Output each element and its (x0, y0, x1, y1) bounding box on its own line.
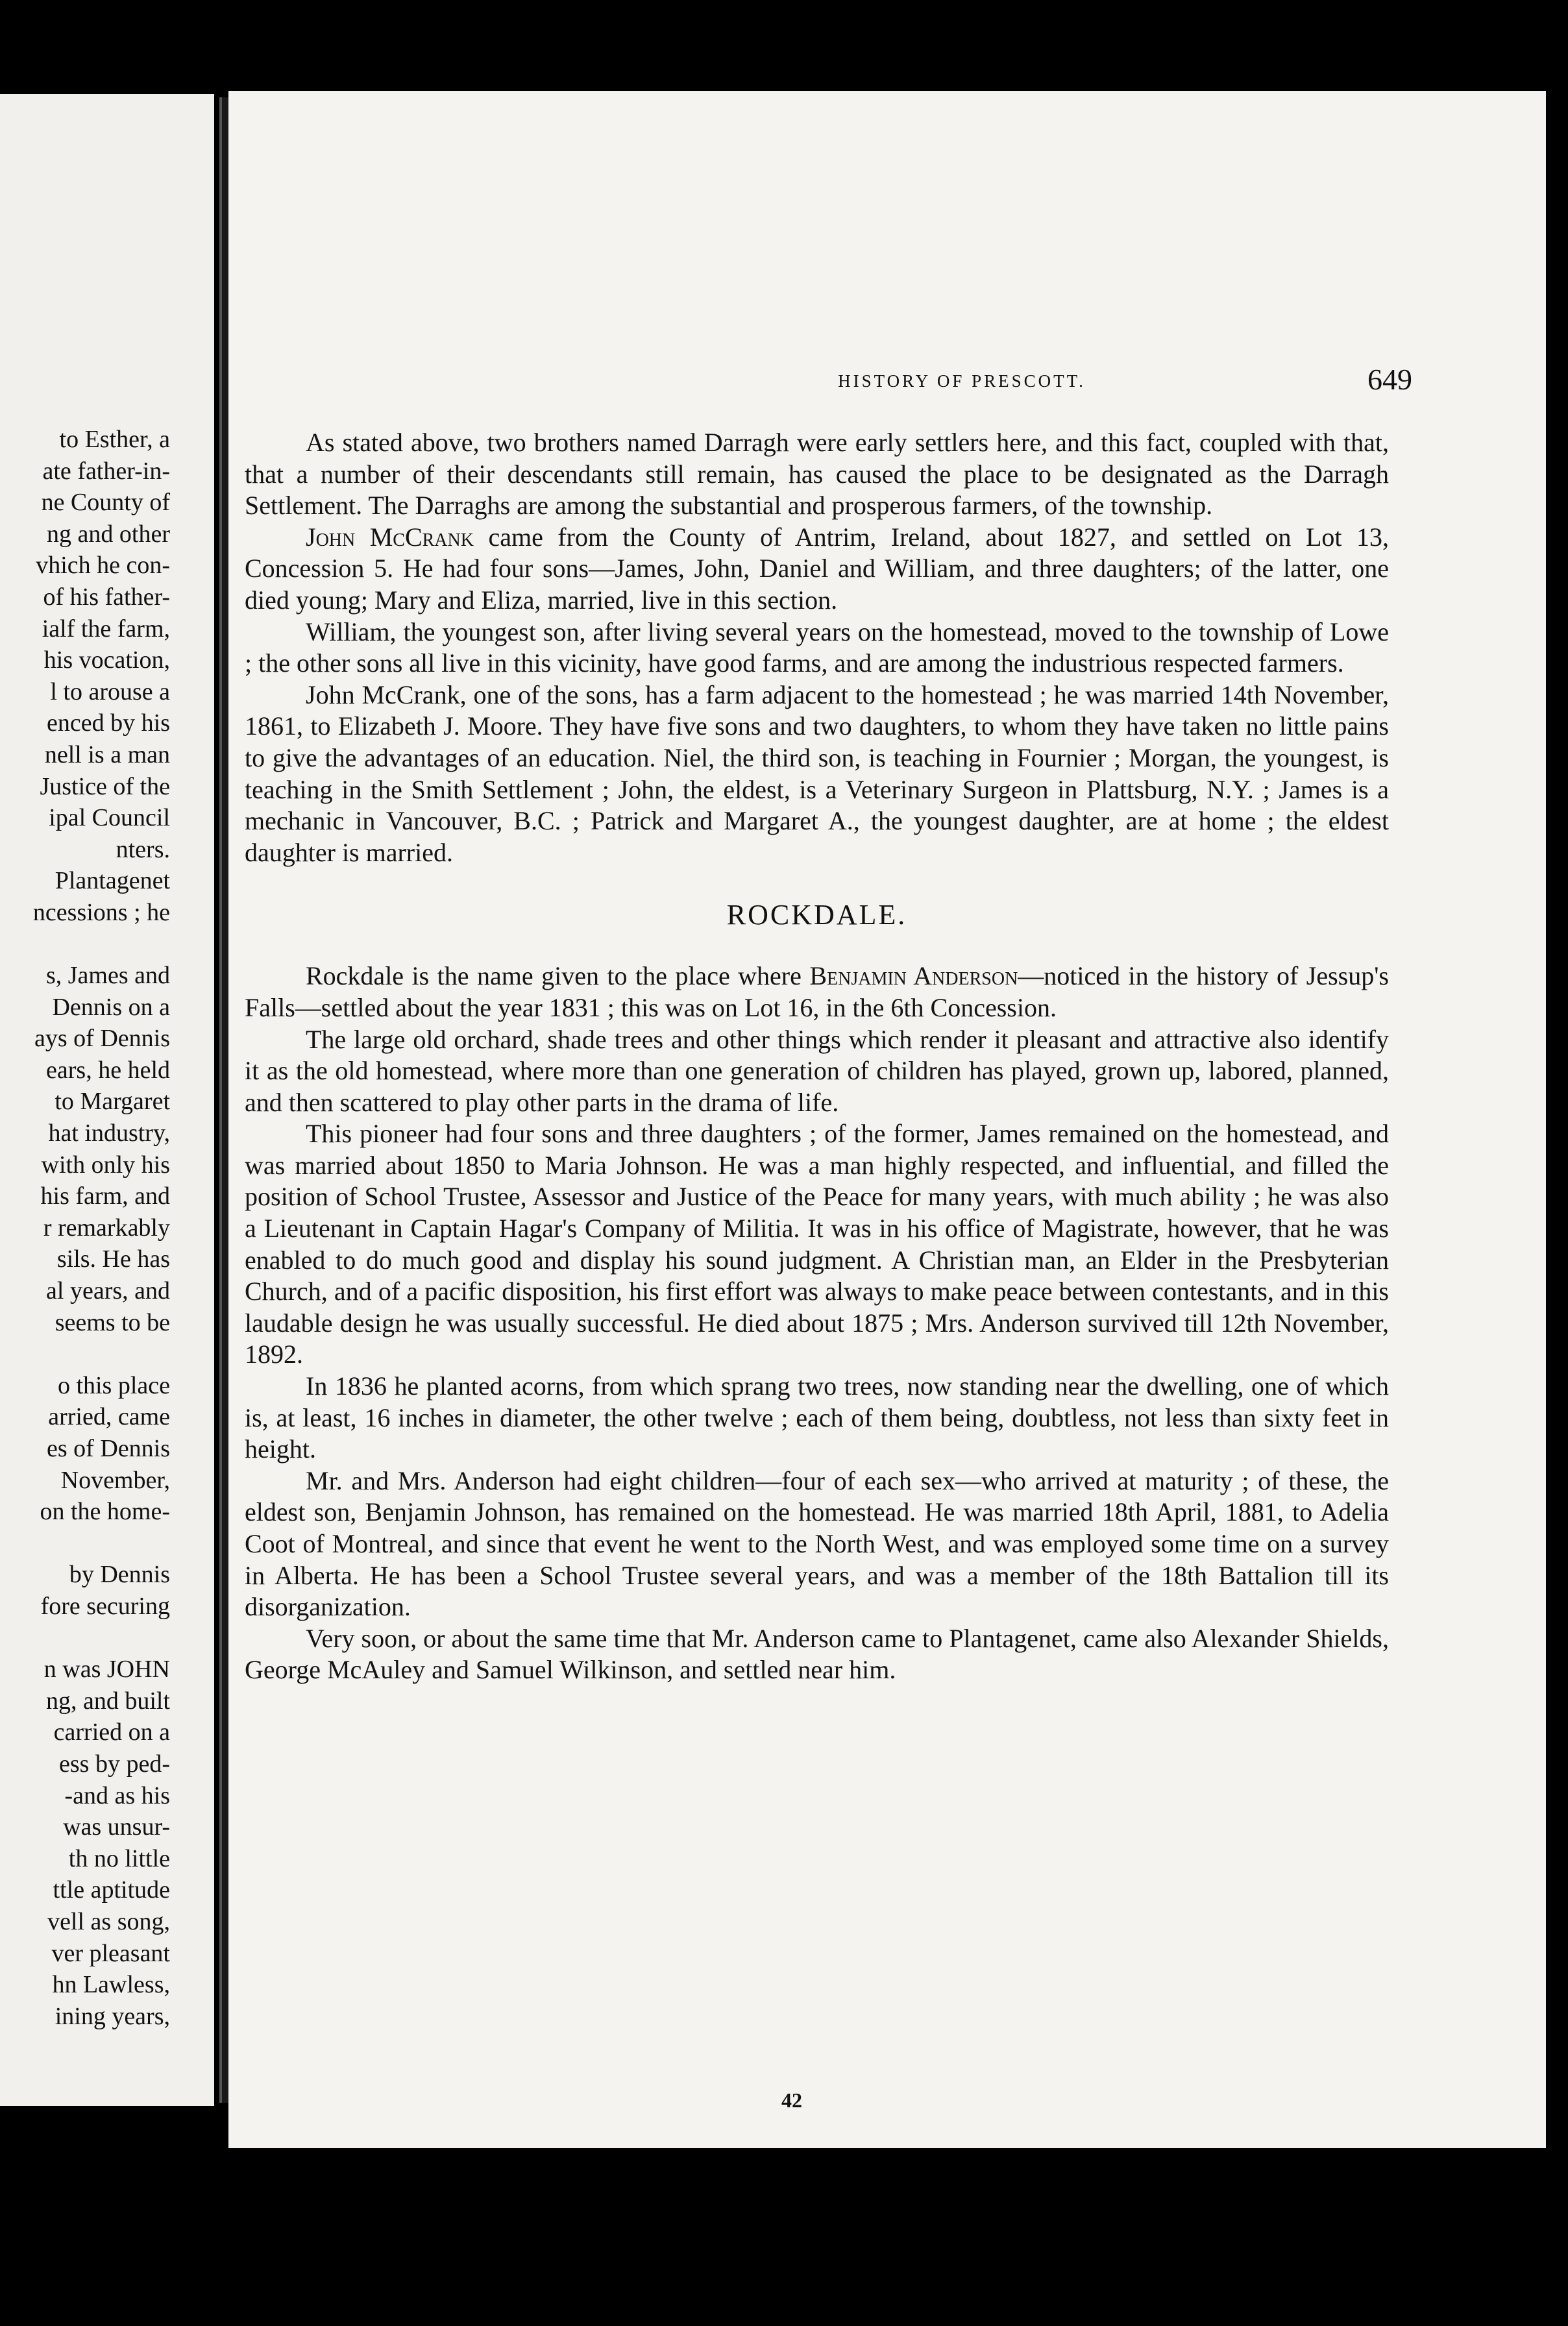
left-page-line: ipal Council (49, 804, 170, 832)
left-page-line: hat industry, (48, 1120, 170, 1147)
left-page-line: nters. (116, 835, 170, 863)
left-page-line: ng, and built (45, 1687, 170, 1715)
left-page-line: ears, he held (46, 1056, 170, 1084)
right-page (228, 91, 1546, 2148)
left-page-line: ess by ped- (59, 1750, 170, 1778)
signature-mark: 42 (781, 2088, 802, 2112)
left-page-line: seems to be (55, 1308, 170, 1336)
left-page-line: ining years, (55, 2002, 170, 2030)
left-page-line: al years, and (46, 1277, 170, 1305)
paragraph-acorns: In 1836 he planted acorns, from which sprang two trees, now standing near the dwelling, one of which is, at least, 16 inches in diameter, the other twelve ; each of them being, doubtless, not less than sixty feet in height. (245, 1371, 1389, 1464)
person-name: John McCrank (306, 522, 474, 552)
left-page-line: ttle aptitude (53, 1876, 170, 1904)
left-page-line: Dennis on a (52, 993, 170, 1021)
left-page-line: Plantagenet (55, 867, 170, 895)
paragraph-neighbours: Very soon, or about the same time that Mr. Anderson came to Plantagenet, came also Alexander Shields, George McAuley and Samuel Wilkinson, and settled near him. (245, 1623, 1389, 1685)
left-page-line: November, (60, 1466, 170, 1494)
paragraph-text: —noticed in the history of Jessup's Falls—settled about the year 1831 ; this was on Lot 16, in the 6th Concession. (245, 961, 1389, 1022)
left-page-line: es of Dennis (47, 1435, 170, 1462)
left-page-line (0, 1338, 170, 1370)
section-title: ROCKDALE. (726, 899, 907, 931)
left-page-line: arried, came (48, 1403, 170, 1431)
left-page-line: his farm, and (40, 1182, 170, 1210)
left-page-line (0, 929, 170, 961)
left-page-text (0, 424, 214, 2032)
paragraph-anderson-children: Mr. and Mrs. Anderson had eight children—four of each sex—who arrived at maturity ; of these, the eldest son, Benjamin Johnson, has remained on the homestead. He was married 18th April, 1881, to Adelia Coot of Montreal, and since that event he went to the North West, and was employed some time on a survey in Alberta. He has been a School Trustee several years, and was a member of the 18th Battalion till its disorganization. (245, 1465, 1389, 1622)
person-name: Benjamin Anderson (809, 961, 1018, 991)
left-page-line: ver pleasant (51, 1939, 170, 1967)
scan-artifact (610, 0, 655, 14)
left-page-line: th no little (68, 1844, 170, 1872)
left-page-line: carried on a (53, 1719, 170, 1746)
paragraph-rockdale-intro (245, 961, 1389, 1023)
left-facing-page (0, 94, 214, 2106)
left-page-line: vhich he con- (36, 552, 170, 580)
left-page-line: ialf the farm, (42, 615, 170, 643)
left-page-line: on the home- (40, 1498, 170, 1526)
left-page-line (0, 1622, 170, 1654)
paragraph-mccrank-arrival (245, 522, 1389, 617)
left-page-line: s, James and (45, 962, 170, 990)
paragraph-william: William, the youngest son, after living several years on the homestead, moved to the township of Lowe ; the other sons all live in this vicinity, have good farms, and are among the industrious respected farmers. (245, 617, 1389, 678)
left-page-line: ays of Dennis (34, 1025, 170, 1053)
left-page-line: Justice of the (40, 772, 170, 800)
left-page-line: sils. He has (56, 1245, 170, 1273)
left-page-line: r remarkably (43, 1214, 170, 1242)
left-page-line: l to arouse a (50, 678, 170, 705)
left-page-line: ncessions ; he (32, 898, 170, 926)
left-page-line: n was JOHN (43, 1656, 170, 1683)
page-number: 649 (1367, 363, 1412, 396)
body-text (245, 427, 1389, 1686)
paragraph-text: Rockdale is the name given to the place where (306, 961, 810, 991)
left-page-line: ng and other (47, 520, 170, 548)
left-page-line: vell as song, (47, 1907, 170, 1935)
left-page-line: o this place (57, 1371, 170, 1399)
left-page-line: ne County of (41, 489, 170, 517)
paragraph-john-mccrank: John McCrank, one of the sons, has a farm adjacent to the homestead ; he was married 14th November, 1861, to Elizabeth J. Moore. They have five sons and two daughters, to whom they have taken no little pains to give the advantages of an education. Niel, the third son, is teaching in Fournier ; Morgan, the youngest, is teaching in the Smith Settlement ; John, the eldest, is a Veterinary Surgeon in Plattsburg, N.Y. ; James is a mechanic in Vancouver, B.C. ; Patrick and Margaret A., the youngest daughter, are at home ; the eldest daughter is married. (245, 679, 1389, 867)
left-page-line: -and as his (64, 1781, 170, 1809)
left-page-line: of his father- (43, 583, 170, 611)
paragraph-text: came from the County of Antrim, Ireland, about 1827, and settled on Lot 13, Concession 5. He had four sons—James, John, Daniel and William, and three daughters; of the latter, one died young; Mary and Eliza, married, live in this section. (245, 522, 1389, 615)
left-page-line: by Dennis (69, 1561, 170, 1589)
left-page-line: hn Lawless, (52, 1971, 170, 1999)
left-page-line: enced by his (47, 709, 170, 737)
running-head: HISTORY OF PRESCOTT. (838, 371, 1086, 391)
left-page-line: to Esther, a (59, 426, 170, 453)
left-page-line: was unsur- (63, 1813, 170, 1841)
paragraph-darragh: As stated above, two brothers named Darragh were early settlers here, and this fact, coupled with that, that a number of their descendants still remain, has caused the place to be designated as the Darragh Settlement. The Darraghs are among the substantial and prosperous farmers, of the township. (245, 428, 1389, 520)
paragraph-pioneer: This pioneer had four sons and three daughters ; of the former, James remained on the homestead, and was married about 1850 to Maria Johnson. He was a man highly respected, and influential, and filled the position of School Trustee, Assessor and Justice of the Peace for many years, with much ability ; he was also a Lieutenant in Captain Hagar's Company of Militia. It was in his office of Magistrate, however, that he was enabled to do much good and display his sound judgment. A Christian man, an Elder in the Presbyterian Church, and of a pacific disposition, his first effort was always to make peace between contestants, and in this laudable design he was usually successful. He died about 1875 ; Mrs. Anderson survived till 12th November, 1892. (245, 1119, 1389, 1369)
left-page-line (0, 1528, 170, 1560)
left-page-line: with only his (41, 1151, 170, 1179)
left-page-line: nell is a man (44, 741, 170, 768)
paragraph-orchard: The large old orchard, shade trees and other things which render it pleasant and attractive also identify it as the old homestead, where more than one generation of children has played, grown up, labored, planned, and then scattered to play other parts in the drama of life. (245, 1024, 1389, 1117)
left-page-line: ate father-in- (42, 457, 170, 485)
left-page-line: his vocation, (43, 646, 170, 674)
left-page-line: fore securing (40, 1592, 170, 1620)
left-page-line: to Margaret (55, 1088, 170, 1116)
